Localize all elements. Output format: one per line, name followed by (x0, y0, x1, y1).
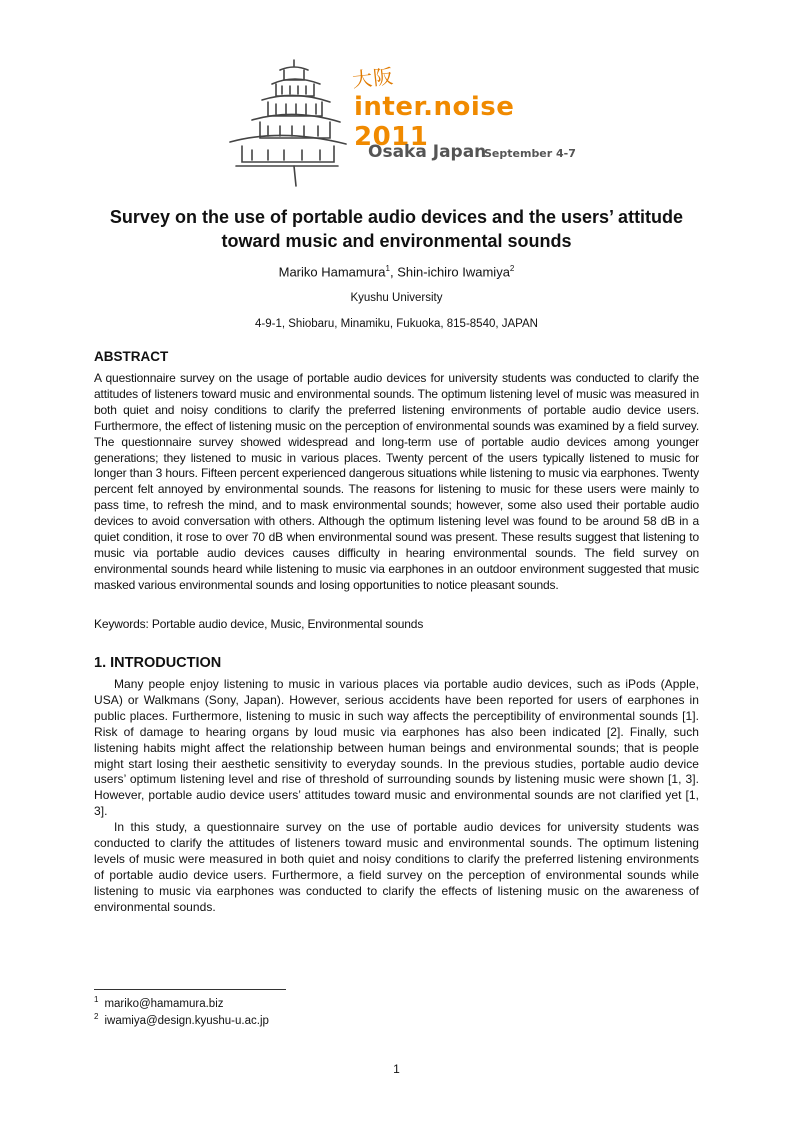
abstract-paragraph: A questionnaire survey on the usage of portable audio devices for university students was conducted to clarify the attitudes of listeners toward music and environmental sounds. The optimum listening level of music was measured in both quiet and noisy conditions to clarify the preferred listening environments of portable audio device users. Furthermore, the effect of listening music on the perception of environmental sounds was examined by a field survey. The questionnaire survey showed widespread and long-term use of portable audio devices among younger generations; they listened to music in various places. Twenty percent of the users typically listened to music for longer than 3 hours. Fifteen percent experienced dangerous situations while listening to music via earphones. Twenty percent felt annoyed by environmental sounds. The reasons for listening to music for these users were mainly to pass time, to refresh the mind, and to mask environmental sounds; however, some also used their portable audio devices to avoid conversation with others. Although the optimum listening level was found to be around 58 dB in a quiet condition, it rose to over 70 dB when environmental sound was present. These results suggest that listening to music via portable audio devices causes difficulty in hearing environmental sounds. The field survey on environmental sounds heard while listening to music via earphones in an outdoor environment suggested that music masked various environmental sounds and losing opportunities to notice pleasant sounds. (94, 371, 699, 592)
author-2-mark: 2 (509, 264, 515, 273)
introduction-heading: 1. INTRODUCTION (94, 655, 222, 671)
logo-location: Osaka Japan (368, 142, 487, 162)
footnote-1-email: mariko@hamamura.biz (104, 997, 224, 1010)
logo-kanji: 大阪 (351, 63, 396, 93)
keywords: Keywords: Portable audio device, Music, Environmental sounds (94, 617, 424, 631)
footnote-2 (94, 1012, 269, 1027)
introduction-text (94, 677, 699, 916)
paper-title: Survey on the use of portable audio devices and the users’ attitude toward music and environmental sounds (109, 207, 684, 251)
footnote-divider (94, 989, 286, 990)
affiliation: Kyushu University (350, 292, 443, 304)
abstract-text (94, 371, 699, 594)
abstract-heading: ABSTRACT (94, 349, 169, 364)
footnote-2-mark: 2 (94, 1012, 99, 1021)
conference-logo (222, 56, 582, 191)
logo-dates: September 4-7 (484, 147, 576, 160)
footnote-2-email: iwamiya@design.kyushu-u.ac.jp (104, 1014, 269, 1027)
address: 4-9-1, Shiobaru, Minamiku, Fukuoka, 815-8540, JAPAN (255, 318, 538, 330)
page-number: 1 (393, 1062, 400, 1076)
author-1: Mariko Hamamura (278, 264, 386, 280)
footnote-1-mark: 1 (94, 995, 99, 1004)
footnote-1 (94, 995, 224, 1010)
author-line (80, 264, 713, 279)
author-1-mark: 1 (385, 264, 390, 273)
author-separator: , (389, 264, 398, 280)
logo-title: inter.noise 2011 (354, 92, 515, 152)
intro-paragraph-1: Many people enjoy listening to music in various places via portable audio devices, such as iPods (Apple, USA) or Walkmans (Sony, Japan). However, serious accidents have been reported for users of earphones in public places. Furthermore, listening to music in such way affects the perceptibility of environmental sounds [1]. Risk of damage to hearing organs by loud music via earphones has also been indicated [2]. Finally, such listening habits might affect the relationship between human beings and environmental sounds; that is people might start losing their aesthetic sensitivity to everyday sounds. In the previous studies, portable audio device users’ optimum listening level and rise of threshold of surrounding sounds by listening music were shown [1, 3]. However, portable audio device users’ attitudes toward music and environmental sounds are not clarified yet [1, 3]. (94, 677, 699, 819)
author-2: Shin-ichiro Iwamiya (397, 264, 510, 280)
osaka-castle-icon (222, 56, 352, 191)
intro-paragraph-2: In this study, a questionnaire survey on the use of portable audio devices for university students was conducted to clarify the attitudes of listeners toward music and environmental sounds. The optimum listening levels of music were measured in both quiet and noisy conditions to clarify the preferred listening environments of portable audio device users. Furthermore, a field survey on the perception of environmental sounds while listening to music via earphones was conducted to clarify the effects of listening music on the awareness of environmental sounds. (94, 820, 699, 914)
